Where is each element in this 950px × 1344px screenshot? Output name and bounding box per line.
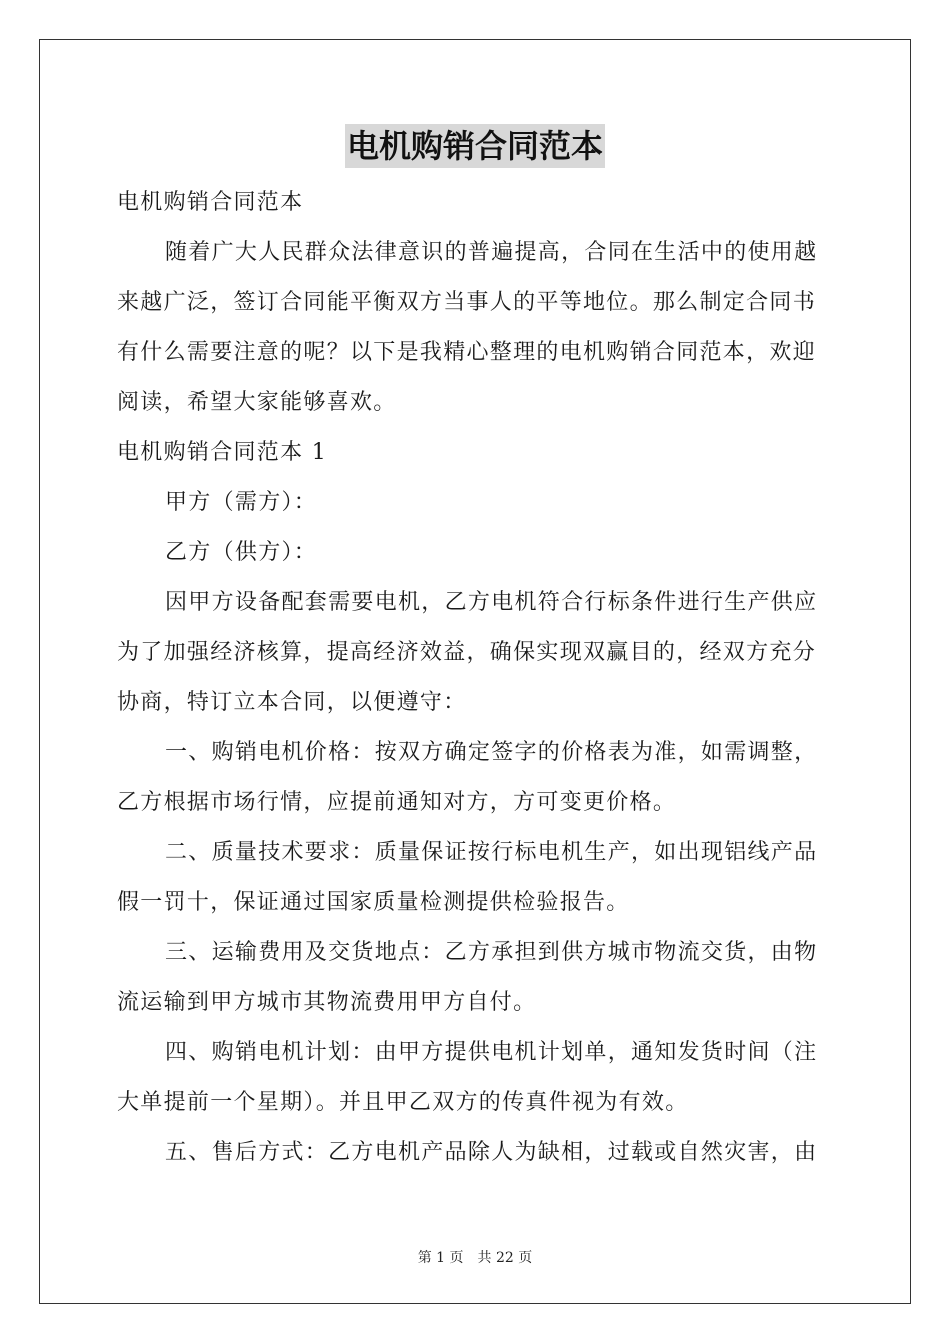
paragraph-9: 三、运输费用及交货地点：乙方承担到供方城市物流交货，由物流运输到甲方城市其物流费用甲方自付。 bbox=[117, 940, 818, 1015]
document-body bbox=[117, 178, 837, 1178]
paragraph-7: 一、购销电机价格：按双方确定签字的价格表为准，如需调整，乙方根据市场行情，应提前通知对方，方可变更价格。 bbox=[117, 740, 818, 815]
paragraph-11: 五、售后方式：乙方电机产品除人为缺相，过载或自然灾害，由 bbox=[165, 1140, 818, 1165]
paragraph-2: 随着广大人民群众法律意识的普遍提高，合同在生活中的使用越来越广泛，签订合同能平衡双方当事人的平等地位。那么制定合同书有什么需要注意的呢？以下是我精心整理的电机购销合同范本，欢迎阅读，希望大家能够喜欢。 bbox=[117, 240, 818, 415]
paragraph-4: 甲方（需方）： bbox=[165, 490, 318, 515]
document-title: 电机购销合同范本 bbox=[345, 124, 605, 168]
paragraph-1: 电机购销合同范本 bbox=[117, 190, 304, 215]
paragraph-10: 四、购销电机计划：由甲方提供电机计划单，通知发货时间（注大单提前一个星期）。并且甲乙双方的传真件视为有效。 bbox=[117, 1040, 818, 1115]
paragraph-8: 二、质量技术要求：质量保证按行标电机生产，如出现铝线产品假一罚十，保证通过国家质量检测提供检验报告。 bbox=[117, 840, 818, 915]
title-area bbox=[0, 124, 950, 168]
page-number-footer: 第 1 页 共 22 页 bbox=[417, 1250, 533, 1266]
paragraph-6: 因甲方设备配套需要电机，乙方电机符合行标条件进行生产供应为了加强经济核算，提高经济效益，确保实现双赢目的，经双方充分协商，特订立本合同，以便遵守： bbox=[117, 590, 818, 715]
paragraph-5: 乙方（供方）： bbox=[165, 540, 318, 565]
paragraph-3: 电机购销合同范本 1 bbox=[117, 440, 327, 465]
